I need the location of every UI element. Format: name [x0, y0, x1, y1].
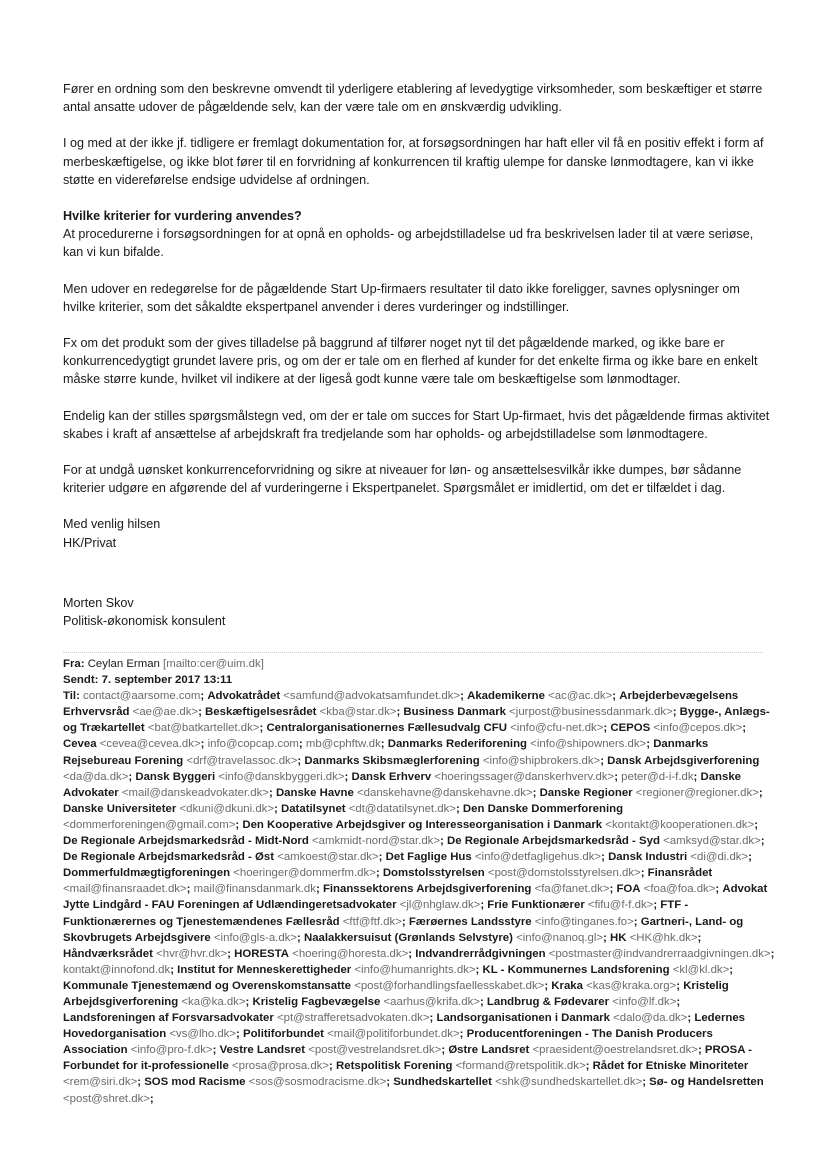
recipient-name: Advokatrådet — [207, 690, 281, 703]
recipient-name: Færøernes Landsstyre — [408, 915, 532, 928]
recipient-name: Indvandrerrådgivningen — [415, 947, 546, 960]
paragraph-7: For at undgå uønsket konkurrenceforvridning og sikre at niveauer for løn- og ansættelsesvilkår ikke dumpes, bør sådanne kriterier udgøre en afgørende del af vurderingerne i Ekspertpanelet. Spørgsmålet er imidlertid, om det er tilfældet i dag. — [63, 463, 742, 496]
recipient-address: <hoering@horesta.dk> — [292, 947, 409, 960]
recipient-address: <rem@siri.dk> — [63, 1076, 138, 1089]
recipient-name: Danmarks Skibsmæglerforening — [304, 754, 480, 767]
recipient-address: <kl@kl.dk> — [672, 963, 730, 976]
recipient-name: Landsorganisationen i Danmark — [436, 1012, 610, 1025]
recipient-name: FTF - Funktionærernes og Tjenestemændenes Fællesråd — [63, 899, 689, 928]
recipient-name: Gartneri-, Land- og Skovbrugets Arbejdsgivere — [63, 915, 744, 944]
recipient-name: Dansk Byggeri — [135, 770, 216, 783]
recipient-name: Cevea — [63, 738, 97, 751]
recipient: Advokat Jytte Lindgård - FAU Foreningen af Udlændingeretsadvokater <jl@nhglaw.dk>; — [63, 883, 768, 912]
recipient-address: <info@gls-a.dk> — [213, 931, 298, 944]
recipient-name: Rådet for Etniske Minoriteter — [592, 1060, 749, 1073]
closing-greeting: Med venlig hilsen — [63, 517, 161, 532]
recipient-address: <kba@star.dk> — [319, 706, 397, 719]
sent-line — [63, 672, 775, 688]
recipient-address: <post@forhandlingsfaellesskabet.dk> — [354, 979, 545, 992]
recipient-address: <formand@retspolitik.dk> — [455, 1060, 586, 1073]
recipient: Danske Havne <danskehavne@danskehavne.dk>; — [275, 786, 537, 799]
recipient-name: KL - Kommunernes Landsforening — [482, 963, 670, 976]
recipient: Frie Funktionærer <fifu@f-f.dk>; — [487, 899, 658, 912]
recipient-address: <info@pro-f.dk> — [130, 1044, 213, 1057]
recipient-address: <dt@datatilsynet.dk> — [348, 802, 456, 815]
recipient-name: SOS mod Racisme — [144, 1076, 246, 1089]
recipient: Cevea <cevea@cevea.dk>; — [63, 738, 205, 751]
recipient-name: Business Danmark — [403, 706, 506, 719]
recipient: Sø- og Handelsretten <post@shret.dk>; — [63, 1076, 764, 1105]
recipient-name: De Regionale Arbejdsmarkedsråd - Øst — [63, 851, 275, 864]
recipient: Centralorganisationernes Fællesudvalg CFU <info@cfu-net.dk>; — [266, 722, 608, 735]
recipient-name: Domstolsstyrelsen — [382, 867, 485, 880]
recipient-address: <hoeringssager@danskerhverv.dk> — [434, 770, 615, 783]
recipient-name: Dansk Arbejdsgiverforening — [607, 754, 760, 767]
recipient-address: <kas@kraka.org> — [586, 979, 677, 992]
recipient: Sundhedskartellet <shk@sundhedskartellet.dk>; — [393, 1076, 646, 1089]
recipient: FOA <foa@foa.dk>; — [616, 883, 720, 896]
recipient: Datatilsynet <dt@datatilsynet.dk>; — [281, 802, 460, 815]
recipient-name: Kristelig Fagbevægelse — [252, 995, 381, 1008]
recipient-name: Beskæftigelsesrådet — [205, 706, 317, 719]
recipient: Arbejderbevægelsens Erhvervsråd <ae@ae.dk>; — [63, 690, 739, 719]
recipient-address: <dalo@da.dk> — [613, 1012, 688, 1025]
recipient-address: <samfund@advokatsamfundet.dk> — [283, 690, 461, 703]
recipient: mail@finansdanmark.dk; — [193, 883, 320, 896]
recipient-address: kontakt@innofond.dk — [63, 963, 171, 976]
recipient-name: Vestre Landsret — [219, 1044, 306, 1057]
recipient-address: <da@da.dk> — [63, 770, 129, 783]
recipient-address: <bat@batkartellet.dk> — [147, 722, 260, 735]
recipient-name: Advokat Jytte Lindgård - FAU Foreningen af Udlændingeretsadvokater — [63, 883, 768, 912]
recipient-name: Landsforeningen af Forsvarsadvokater — [63, 1012, 274, 1025]
recipient-name: HORESTA — [234, 947, 289, 960]
paragraph-5: Fx om det produkt som der gives tilladelse på baggrund af tilfører noget nyt til det pågældende marked, og ikke bare er konkurrencedygtigt grundet lavere pris, og om der er tale om en flerhed af kunder for det enkelte firma og ikke bare en enkelt måske større kunde, hvilket vil indikere at der ligeså godt kunne være tale om beskæftigelse som lønmodtager. — [63, 336, 758, 387]
recipient: Håndværksrådet <hvr@hvr.dk>; — [63, 947, 231, 960]
recipient-name: Kommunale Tjenestemænd og Overenskomstansatte — [63, 979, 352, 992]
recipient-name: Håndværksrådet — [63, 947, 153, 960]
recipient: Bygge-, Anlægs- og Trækartellet <bat@batkartellet.dk>; — [63, 706, 770, 735]
recipient-address: <drf@travelassoc.dk> — [186, 754, 298, 767]
recipient-name: Dansk Erhverv — [351, 770, 432, 783]
recipient-name: Politiforbundet — [242, 1028, 324, 1041]
recipient-address: <fa@fanet.dk> — [534, 883, 610, 896]
recipient: SOS mod Racisme <sos@sosmodracisme.dk>; — [144, 1076, 391, 1089]
recipient: Landsorganisationen i Danmark <dalo@da.dk>; — [436, 1012, 692, 1025]
recipient-address: peter@d-i-f.dk — [621, 770, 694, 783]
recipient: Finansrådet <mail@finansraadet.dk>; — [63, 867, 713, 896]
signer-name: Morten Skov — [63, 595, 134, 610]
recipient-name: Danske Havne — [275, 786, 354, 799]
recipient: Kristelig Fagbevægelse <aarhus@krifa.dk>; — [252, 995, 484, 1008]
recipient-address: <info@shipbrokers.dk> — [482, 754, 601, 767]
recipient: Retspolitisk Forening <formand@retspolitik.dk>; — [336, 1060, 590, 1073]
recipient: FTF - Funktionærernes og Tjenestemændenes Fællesråd <ftf@ftf.dk>; — [63, 899, 689, 928]
recipient-address: <post@domstolsstyrelsen.dk> — [487, 867, 641, 880]
from-line — [63, 656, 775, 672]
recipient-address: <ka@ka.dk> — [181, 995, 246, 1008]
recipient-address: <hvr@hvr.dk> — [156, 947, 228, 960]
recipient: Finanssektorens Arbejdsgiverforening <fa@fanet.dk>; — [322, 883, 614, 896]
recipient: Færøernes Landsstyre <info@tinganes.fo>; — [408, 915, 638, 928]
recipient-name: Det Faglige Hus — [385, 851, 472, 864]
recipient: Dansk Erhverv <hoeringssager@danskerhverv.dk>; — [351, 770, 618, 783]
recipient: HK <HK@hk.dk>; — [609, 931, 702, 944]
recipient-name: De Regionale Arbejdsmarkedsråd - Syd — [447, 835, 660, 848]
recipient-name: PROSA - Forbundet for it-professionelle — [63, 1044, 752, 1073]
recipient-address: <post@shret.dk> — [63, 1092, 150, 1105]
recipient-name: HK — [609, 931, 627, 944]
recipient: KL - Kommunernes Landsforening <kl@kl.dk>; — [482, 963, 734, 976]
recipient-address: <jurpost@businessdanmark.dk> — [509, 706, 673, 719]
recipient: Dansk Industri <di@di.dk>; — [608, 851, 752, 864]
recipient-name: Dansk Industri — [608, 851, 688, 864]
recipient: Domstolsstyrelsen <post@domstolsstyrelsen.dk>; — [382, 867, 645, 880]
recipient-name: Danske Advokater — [63, 770, 742, 799]
recipient-address: <postmaster@indvandrerraadgivningen.dk> — [548, 947, 771, 960]
recipient-name: Sundhedskartellet — [393, 1076, 492, 1089]
from-name: Ceylan Erman — [87, 658, 160, 670]
paragraph-3: At procedurerne i forsøgsordningen for at opnå en opholds- og arbejdstilladelse ud fra beskrivelsen lader til at være seriøse, kan vi kun bifalde. — [63, 227, 754, 260]
recipient-name: CEPOS — [610, 722, 651, 735]
recipient-name: Naalakkersuisut (Grønlands Selvstyre) — [303, 931, 513, 944]
recipient-address: <regioner@regioner.dk> — [635, 786, 759, 799]
recipient: Danmarks Skibsmæglerforening <info@shipbrokers.dk>; — [304, 754, 604, 767]
recipient-address: <praesident@oestrelandsret.dk> — [532, 1044, 698, 1057]
recipient-address: <info@nanoq.gl> — [516, 931, 604, 944]
recipient-name: Bygge-, Anlægs- og Trækartellet — [63, 706, 770, 735]
recipient: Producentforeningen - The Danish Producers Association <info@pro-f.dk>; — [63, 1028, 713, 1057]
recipient-name: Frie Funktionærer — [487, 899, 585, 912]
recipient-address: mb@cphftw.dk — [305, 738, 381, 751]
recipient-address: <aarhus@krifa.dk> — [383, 995, 480, 1008]
recipient: Naalakkersuisut (Grønlands Selvstyre) <info@nanoq.gl>; — [303, 931, 607, 944]
recipient: Ledernes Hovedorganisation <vs@lho.dk>; — [63, 1012, 746, 1041]
recipient: HORESTA <hoering@horesta.dk>; — [234, 947, 413, 960]
recipient-address: <info@humanrights.dk> — [354, 963, 476, 976]
recipient-address: <sos@sosmodracisme.dk> — [248, 1076, 387, 1089]
section-heading: Hvilke kriterier for vurdering anvendes? — [63, 209, 302, 224]
recipient-address: <hoeringer@dommerfm.dk> — [233, 867, 376, 880]
recipient: CEPOS <info@cepos.dk>; — [610, 722, 747, 735]
recipient-address: <ae@ae.dk> — [132, 706, 199, 719]
recipient-address: <shk@sundhedskartellet.dk> — [495, 1076, 643, 1089]
recipient-name: Danmarks Rejsebureau Forening — [63, 738, 709, 767]
paragraph-2: I og med at der ikke jf. tidligere er fremlagt dokumentation for, at forsøgsordningen har haft eller vil få en positiv effekt i form af merbeskæftigelse, og ikke blot fører til en forvridning af konkurrencen til kraftig ulempe for danske lønmodtagere, kan vi ikke støtte en videreførelse endsige udvidelse af ordningen. — [63, 136, 764, 187]
sent-label: Sendt: — [63, 674, 99, 687]
from-label: Fra: — [63, 658, 85, 670]
recipient-name: Institut for Menneskerettigheder — [177, 963, 352, 976]
recipient-address: info@copcap.com — [207, 738, 299, 751]
recipient-name: Ledernes Hovedorganisation — [63, 1012, 746, 1041]
recipient: Kraka <kas@kraka.org>; — [551, 979, 681, 992]
recipient-address: <amkoest@star.dk> — [277, 851, 379, 864]
recipient: Danmarks Rederiforening <info@shipowners.dk>; — [387, 738, 651, 751]
signer-title: Politisk-økonomisk konsulent — [63, 614, 226, 629]
recipient-name: Landbrug & Fødevarer — [486, 995, 610, 1008]
recipient: Dansk Arbejdsgiverforening <da@da.dk>; — [63, 754, 760, 783]
recipient-address: <info@cepos.dk> — [653, 722, 743, 735]
recipient-name: Kristelig Arbejdsgiverforening — [63, 979, 729, 1008]
recipient: Kommunale Tjenestemænd og Overenskomstansatte <post@forhandlingsfaellesskabet.dk>; — [63, 979, 549, 992]
recipient-name: Akademikerne — [467, 690, 545, 703]
recipient-address: <post@vestrelandsret.dk> — [308, 1044, 442, 1057]
recipient: PROSA - Forbundet for it-professionelle <prosa@prosa.dk>; — [63, 1044, 752, 1073]
recipient-address: mail@finansdanmark.dk — [193, 883, 316, 896]
recipient-name: Finansrådet — [647, 867, 713, 880]
recipient: Dommerfuldmægtigforeningen <hoeringer@dommerfm.dk>; — [63, 867, 380, 880]
recipient-address: <kontakt@kooperationen.dk> — [605, 818, 755, 831]
recipient-address: <info@tinganes.fo> — [534, 915, 634, 928]
recipient-address: contact@aarsome.com — [83, 690, 201, 703]
recipient-name: Den Kooperative Arbejdsgiver og Interesseorganisation i Danmark — [242, 818, 603, 831]
recipient-address: <fifu@f-f.dk> — [587, 899, 654, 912]
recipient-name: Dommerfuldmægtigforeningen — [63, 867, 231, 880]
recipient-address: <jl@nhglaw.dk> — [399, 899, 481, 912]
recipient-address: <cevea@cevea.dk> — [99, 738, 201, 751]
recipient: info@copcap.com; — [207, 738, 303, 751]
recipient-address: <pt@strafferetsadvokaten.dk> — [276, 1012, 430, 1025]
recipient: De Regionale Arbejdsmarkedsråd - Midt-Nord <amkmidt-nord@star.dk>; — [63, 835, 444, 848]
recipient-name: Danske Regioner — [539, 786, 633, 799]
recipient-address: <info@shipowners.dk> — [530, 738, 647, 751]
recipient-address: <dkuni@dkuni.dk> — [179, 802, 275, 815]
recipient: mb@cphftw.dk; — [305, 738, 385, 751]
recipient-name: Danske Universiteter — [63, 802, 177, 815]
recipient-address: <info@cfu-net.dk> — [510, 722, 604, 735]
recipient-address: <mail@danskeadvokater.dk> — [121, 786, 269, 799]
recipient: Danske Universiteter <dkuni@dkuni.dk>; — [63, 802, 278, 815]
recipient-name: Producentforeningen - The Danish Producers Association — [63, 1028, 713, 1057]
recipient-name: Den Danske Dommerforening — [462, 802, 624, 815]
recipient: De Regionale Arbejdsmarkedsråd - Syd <amksyd@star.dk>; — [447, 835, 765, 848]
recipient-address: <info@lf.dk> — [612, 995, 677, 1008]
recipient-address: <amksyd@star.dk> — [663, 835, 761, 848]
recipient: Landsforeningen af Forsvarsadvokater <pt@strafferetsadvokaten.dk>; — [63, 1012, 434, 1025]
recipient-address: <mail@finansraadet.dk> — [63, 883, 187, 896]
recipient-address: <di@di.dk> — [690, 851, 749, 864]
recipient: Kristelig Arbejdsgiverforening <ka@ka.dk>; — [63, 979, 729, 1008]
recipient: kontakt@innofond.dk; — [63, 963, 174, 976]
recipient: Danske Regioner <regioner@regioner.dk>; — [539, 786, 763, 799]
recipient-name: Centralorganisationernes Fællesudvalg CFU — [266, 722, 507, 735]
recipient: Beskæftigelsesrådet <kba@star.dk>; — [205, 706, 401, 719]
recipient-address: <dommerforeningen@gmail.com> — [63, 818, 236, 831]
recipient-address: <mail@politiforbundet.dk> — [327, 1028, 460, 1041]
recipient-name: Danmarks Rederiforening — [387, 738, 527, 751]
recipient: Den Danske Dommerforening <dommerforeningen@gmail.com>; — [63, 802, 624, 831]
recipient: contact@aarsome.com; — [83, 690, 205, 703]
recipient-address: <HK@hk.dk> — [629, 931, 698, 944]
paragraph-4: Men udover en redegørelse for de pågældende Start Up-firmaers resultater til dato ikke foreligger, savnes oplysninger om hvilke kriterier, som det såkaldte ekspertpanel anvender i deres vurderinger og indstillinger. — [63, 281, 740, 314]
recipient-address: <vs@lho.dk> — [169, 1028, 236, 1041]
recipient-name: Retspolitisk Forening — [336, 1060, 453, 1073]
recipient: Business Danmark <jurpost@businessdanmark.dk>; — [403, 706, 677, 719]
from-address: [mailto:cer@uim.dk] — [163, 658, 264, 670]
recipient-address: <ftf@ftf.dk> — [342, 915, 402, 928]
recipient-name: De Regionale Arbejdsmarkedsråd - Midt-Nord — [63, 835, 309, 848]
recipient-name: Kraka — [551, 979, 583, 992]
recipient: Rådet for Etniske Minoriteter <rem@siri.dk>; — [63, 1060, 749, 1089]
recipient-name: Sø- og Handelsretten — [649, 1076, 764, 1089]
recipient-list — [63, 690, 774, 1104]
recipient: Danske Advokater <mail@danskeadvokater.dk>; — [63, 770, 742, 799]
recipient-name: Arbejderbevægelsens Erhvervsråd — [63, 690, 739, 719]
recipient-name: Finanssektorens Arbejdsgiverforening — [322, 883, 532, 896]
recipient-address: <info@detfagligehus.dk> — [474, 851, 602, 864]
recipient: Landbrug & Fødevarer <info@lf.dk>; — [486, 995, 681, 1008]
to-line — [63, 688, 775, 1106]
sent-value: 7. september 2017 13:11 — [101, 674, 233, 687]
recipient: Vestre Landsret <post@vestrelandsret.dk>; — [219, 1044, 446, 1057]
recipient-address: <ac@ac.dk> — [548, 690, 613, 703]
recipient-name: Datatilsynet — [281, 802, 346, 815]
recipient: Advokatrådet <samfund@advokatsamfundet.dk>; — [207, 690, 464, 703]
recipient-address: <amkmidt-nord@star.dk> — [311, 835, 441, 848]
recipient: Den Kooperative Arbejdsgiver og Interesseorganisation i Danmark <kontakt@kooperationen.dk>; — [242, 818, 759, 831]
recipient: Indvandrerrådgivningen <postmaster@indvandrerraadgivningen.dk>; — [415, 947, 775, 960]
recipient-address: <info@danskbyggeri.dk> — [218, 770, 345, 783]
recipient: Gartneri-, Land- og Skovbrugets Arbejdsgivere <info@gls-a.dk>; — [63, 915, 744, 944]
recipient: Dansk Byggeri <info@danskbyggeri.dk>; — [135, 770, 349, 783]
to-label: Til: — [63, 690, 80, 703]
letter-body — [63, 80, 775, 630]
recipient: Østre Landsret <praesident@oestrelandsret.dk>; — [448, 1044, 702, 1057]
recipient: Danmarks Rejsebureau Forening <drf@travelassoc.dk>; — [63, 738, 709, 767]
recipient: De Regionale Arbejdsmarkedsråd - Øst <amkoest@star.dk>; — [63, 851, 383, 864]
forwarded-email-header — [63, 656, 775, 1107]
recipient-address: <foa@foa.dk> — [643, 883, 716, 896]
recipient: Politiforbundet <mail@politiforbundet.dk>; — [242, 1028, 464, 1041]
recipient: peter@d-i-f.dk; — [621, 770, 698, 783]
email-separator — [63, 652, 763, 653]
recipient: Det Faglige Hus <info@detfagligehus.dk>; — [385, 851, 605, 864]
recipient-address: <prosa@prosa.dk> — [231, 1060, 330, 1073]
recipient: Institut for Menneskerettigheder <info@humanrights.dk>; — [177, 963, 480, 976]
recipient-address: <danskehavne@danskehavne.dk> — [357, 786, 533, 799]
recipient: Akademikerne <ac@ac.dk>; — [467, 690, 617, 703]
closing-org: HK/Privat — [63, 535, 117, 550]
paragraph-6: Endelig kan der stilles spørgsmålstegn ved, om der er tale om succes for Start Up-firmaet, hvis det pågældende firmas aktivitet skabes i kraft af ansættelse af arbejdskraft fra tredjelande som har opholds- og arbejdstilladelse som lønmodtagere. — [63, 408, 770, 441]
recipient-name: FOA — [616, 883, 641, 896]
paragraph-1: Fører en ordning som den beskrevne omvendt til yderligere etablering af levedygtige virksomheder, som beskæftiger et større antal ansatte udover de pågældende selv, kan der være tale om en ønskværdig udvikling. — [63, 82, 763, 115]
recipient-name: Østre Landsret — [448, 1044, 530, 1057]
